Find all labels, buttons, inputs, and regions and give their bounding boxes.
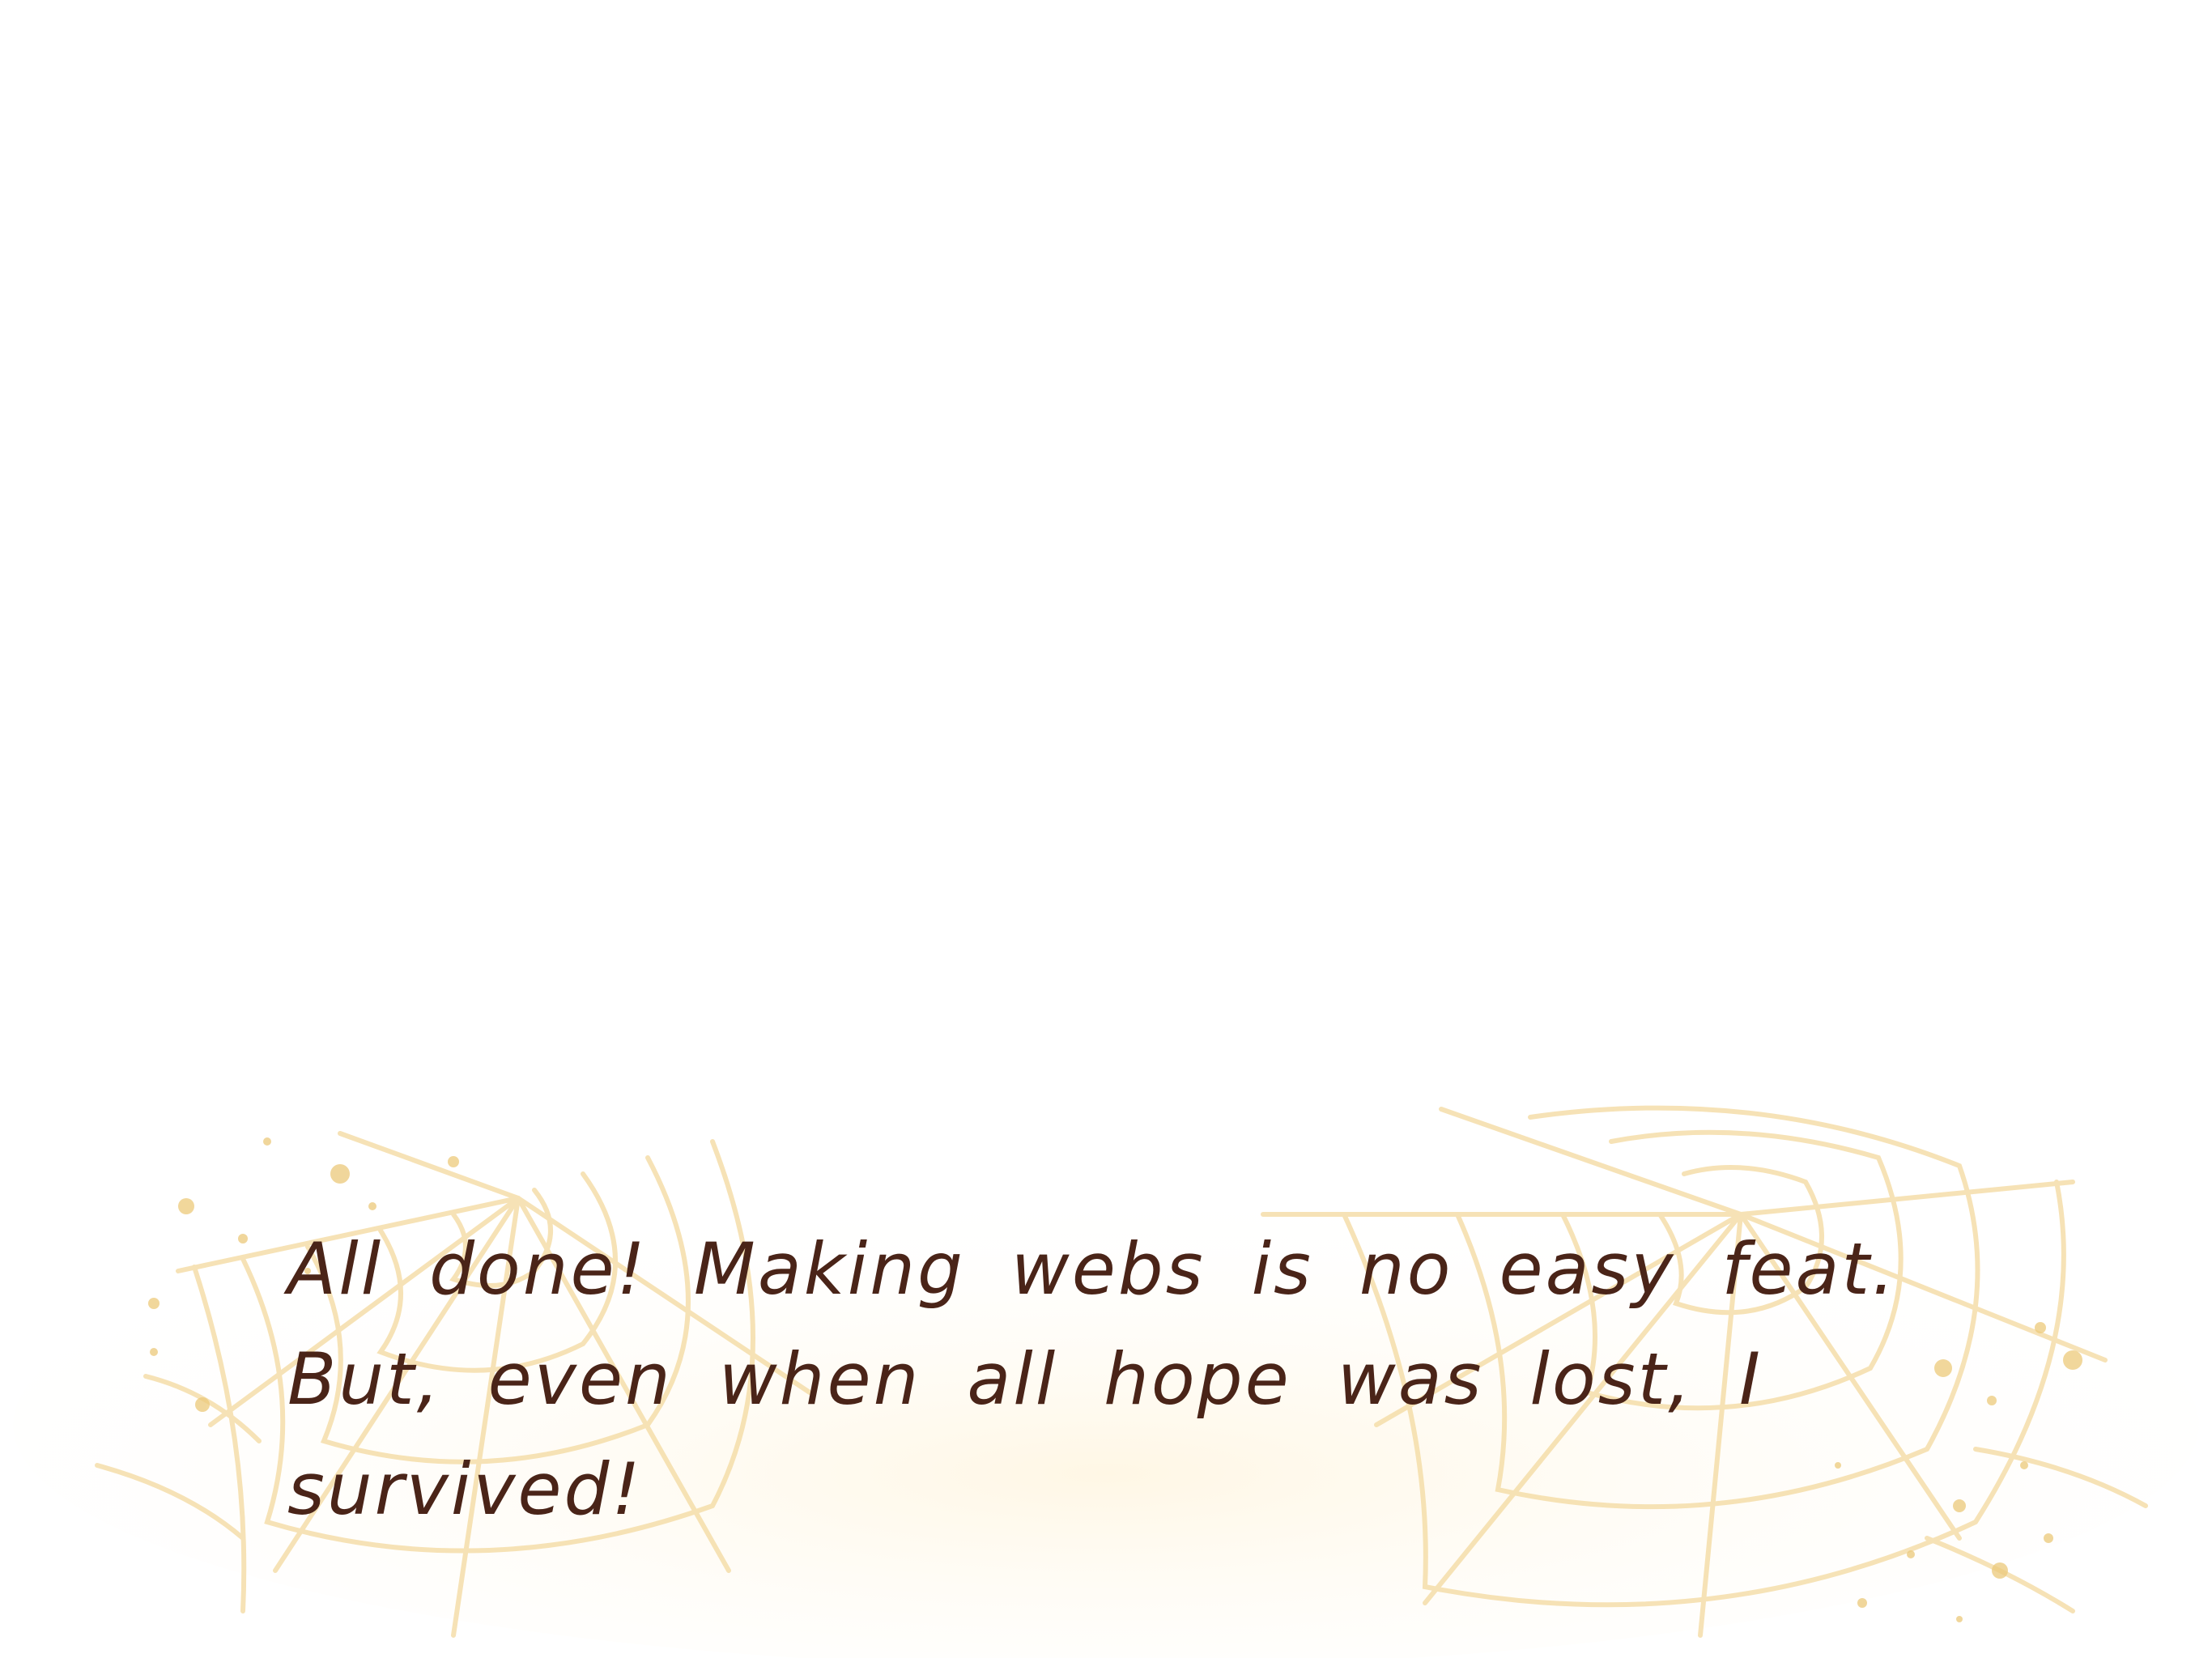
story-caption: All done! Making webs is no easy feat. But, even when all hope was lost, I survived! (287, 1227, 1897, 1531)
